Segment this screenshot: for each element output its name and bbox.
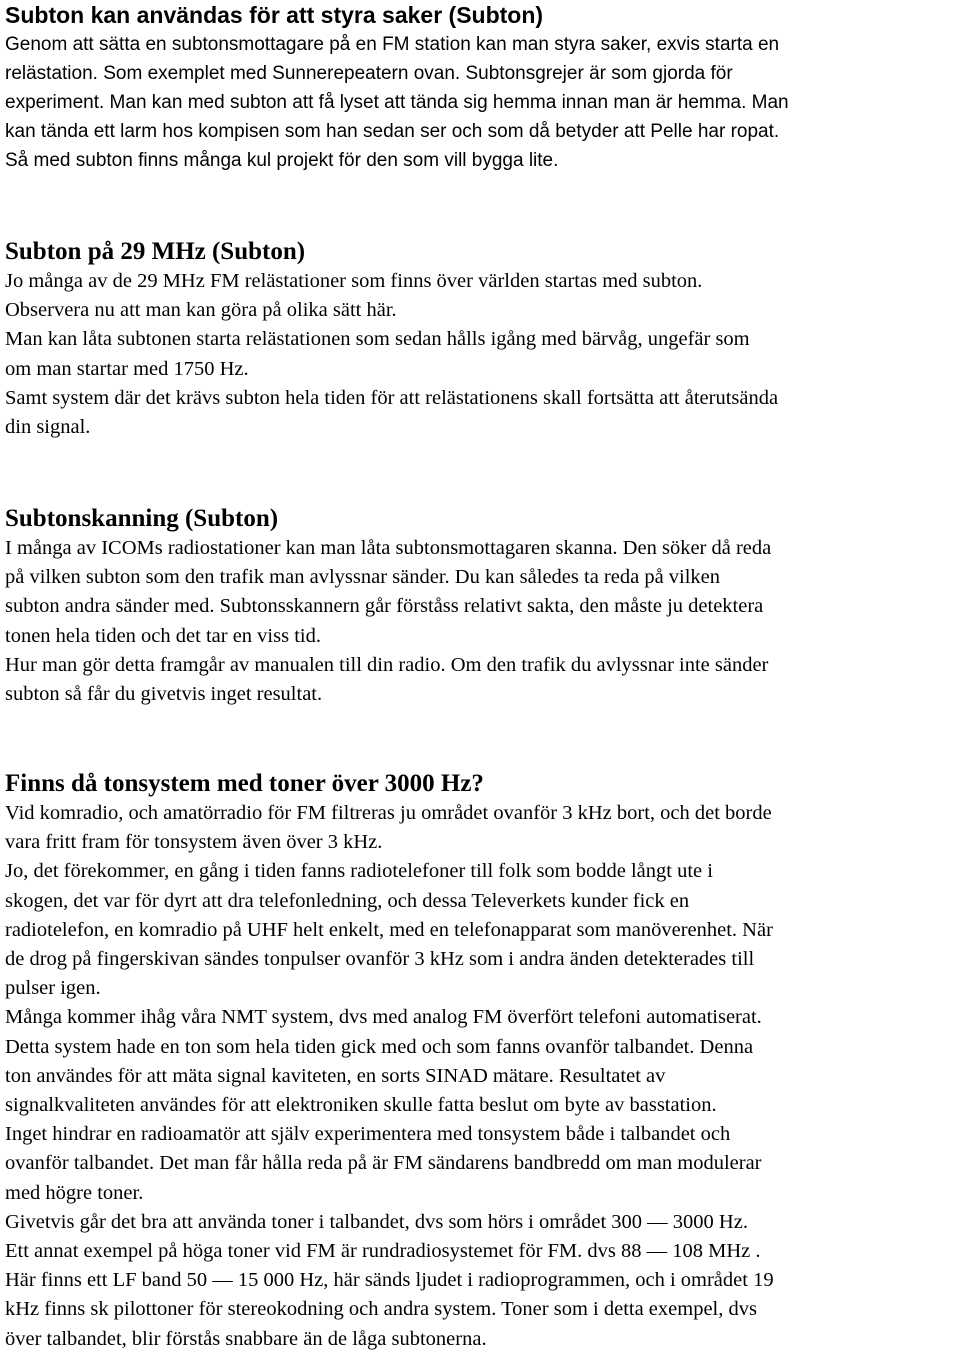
text-line: subton så får du givetvis inget resultat. — [5, 683, 323, 706]
text-line: Vid komradio, och amatörradio för FM filtreras ju området ovanför 3 kHz bort, och det borde — [5, 802, 772, 824]
section-body — [5, 534, 957, 709]
text-line: Inget hindrar en radioamatör att själv experimentera med tonsystem både i talbandet och — [5, 1123, 731, 1146]
section-body — [5, 30, 957, 175]
text-line: Många kommer ihåg våra NMT system, dvs med analog FM överfört telefoni automatiserat. — [5, 1006, 762, 1029]
text-line: med högre toner. — [5, 1181, 144, 1204]
text-line: Så med subton finns många kul projekt för den som vill bygga lite. — [5, 150, 559, 171]
text-line: på vilken subton som den trafik man avlyssnar sänder. Du kan således ta reda på vilken — [5, 566, 721, 589]
section-body — [5, 799, 957, 1354]
section-heading: Subton kan användas för att styra saker (Subton) — [5, 2, 544, 28]
text-line: relästation. Som exemplet med Sunnerepeatern ovan. Subtonsgrejer är som gjorda för — [5, 63, 733, 84]
text-line: skogen, det var för dyrt att dra telefonledning, och dessa Televerkets kunder fick en — [5, 889, 690, 912]
text-line: Observera nu att man kan göra på olika sätt här. — [5, 299, 397, 322]
text-line: Genom att sätta en subtonsmottagare på en FM station kan man styra saker, exvis starta en — [5, 34, 780, 55]
text-line: subton andra sänder med. Subtonsskannern går förståss relativt sakta, den måste ju detektera — [5, 595, 764, 618]
section-tonsystem-over-3000hz — [5, 768, 957, 1354]
text-line: Hur man gör detta framgår av manualen till din radio. Om den trafik du avlyssnar inte sänder — [5, 653, 769, 676]
text-line: kan tända ett larm hos kompisen som han sedan ser och som då betyder att Pelle har ropat. — [5, 121, 780, 142]
text-line: pulser igen. — [5, 977, 101, 1000]
text-line: ton användes för att mäta signal kaviteten, en sorts SINAD mätare. Resultatet av — [5, 1064, 666, 1087]
section-heading: Subtonskanning (Subton) — [5, 505, 279, 532]
text-line: signalkvaliteten användes för att elektroniken skulle fatta beslut om byte av basstation. — [5, 1094, 717, 1117]
text-line: Jo, det förekommer, en gång i tiden fanns radiotelefoner till folk som bodde långt ute i — [5, 860, 713, 883]
text-line: Givetvis går det bra att använda toner i talbandet, dvs som hörs i området 300 — 3000 Hz. — [5, 1210, 748, 1233]
text-line: Ett annat exempel på höga toner vid FM är rundradiosystemet för FM. dvs 88 — 108 MHz . — [5, 1240, 761, 1263]
text-line: Man kan låta subtonen starta relästationen som sedan hålls igång med bärvåg, ungefär som — [5, 328, 750, 351]
section-subtonskanning — [5, 503, 957, 709]
section-body — [5, 267, 957, 442]
text-line: din signal. — [5, 416, 91, 439]
section-subton-29mhz — [5, 236, 957, 442]
text-line: experiment. Man kan med subton att få lyset att tända sig hemma innan man är hemma. Man — [5, 92, 789, 113]
section-heading: Finns då tonsystem med toner över 3000 Hz? — [5, 770, 484, 797]
text-line: vara fritt fram för tonsystem även över 3 kHz. — [5, 831, 383, 854]
text-line: Jo många av de 29 MHz FM relästationer som finns över världen startas med subton. — [5, 270, 703, 292]
text-line: Detta system hade en ton som hela tiden gick med och som fanns ovanför talbandet. Denna — [5, 1035, 754, 1058]
text-line: ovanför talbandet. Det man får hålla reda på är FM sändarens bandbredd om man modulerar — [5, 1152, 762, 1175]
section-subton-styra-saker — [5, 1, 957, 175]
text-line: Samt system där det krävs subton hela tiden för att relästationens skall fortsätta att återutsända — [5, 386, 779, 409]
text-line: kHz finns sk pilottoner för stereokodning och andra system. Toner som i detta exempel, dvs — [5, 1298, 757, 1321]
text-line: radiotelefon, en komradio på UHF helt enkelt, med en telefonapparat som manöverenhet. När — [5, 918, 773, 941]
section-heading: Subton på 29 MHz (Subton) — [5, 238, 306, 265]
text-line: de drog på fingerskivan sändes tonpulser ovanför 3 kHz som i andra änden detekterades till — [5, 948, 755, 971]
text-line: tonen hela tiden och det tar en viss tid. — [5, 624, 321, 647]
text-line: I många av ICOMs radiostationer kan man låta subtonsmottagaren skanna. Den söker då reda — [5, 537, 772, 559]
text-line: om man startar med 1750 Hz. — [5, 357, 249, 380]
text-line: Här finns ett LF band 50 — 15 000 Hz, här sänds ljudet i radioprogrammen, och i området 19 — [5, 1269, 774, 1292]
text-line: över talbandet, blir förstås snabbare än de låga subtonerna. — [5, 1327, 487, 1350]
